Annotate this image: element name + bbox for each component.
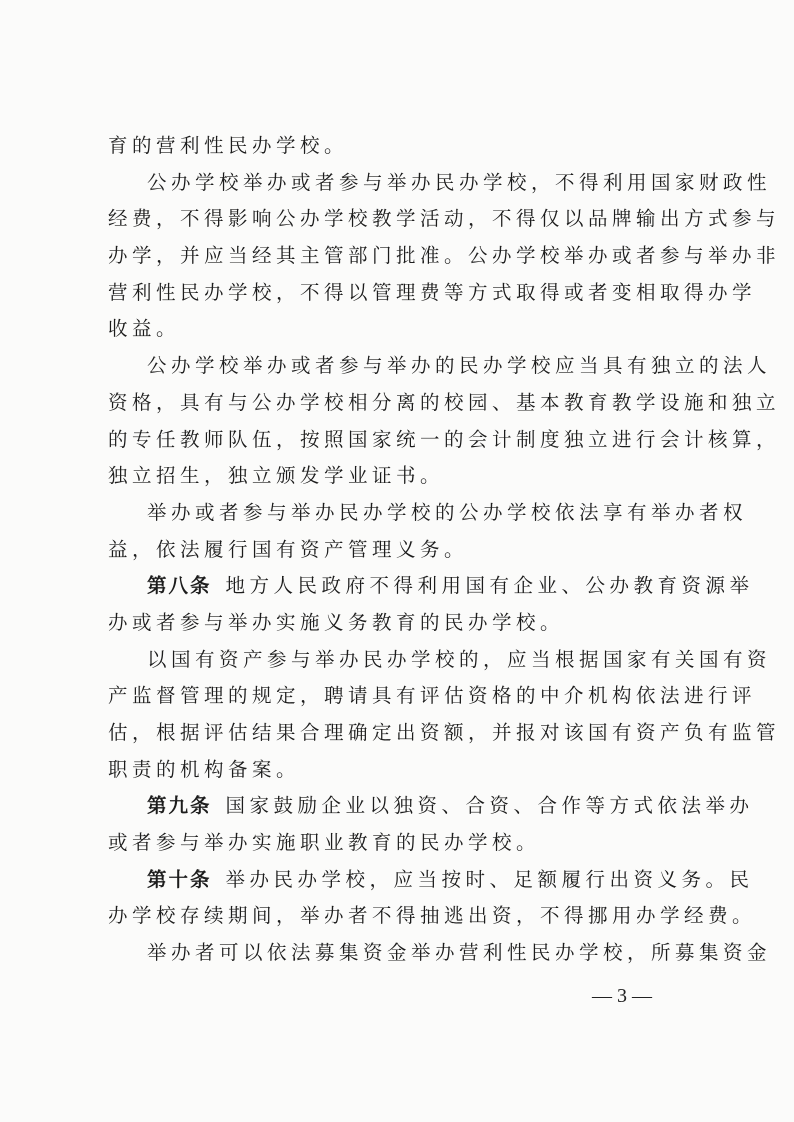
document-line — [108, 128, 668, 165]
line-text: 办学，并应当经其主管部门批准。公办学校举办或者参与举办非 — [108, 244, 781, 268]
document-line — [108, 862, 754, 899]
line-text: 估，根据评估结果合理确定出资额，并报对该国有资产负有监管 — [108, 721, 781, 744]
line-text: 地方人民政府不得利用国有企业、公办教育资源举 — [225, 574, 754, 598]
line-text: 办或者参与举办实施义务教育的民办学校。 — [108, 610, 565, 634]
line-text: 产监督管理的规定，聘请具有评估资格的中介机构依法进行评 — [108, 684, 757, 708]
document-line — [108, 238, 781, 275]
line-text: 或者参与举办实施职业教育的民办学校。 — [108, 831, 541, 855]
document-line — [108, 201, 781, 238]
document-line — [108, 605, 668, 642]
line-text: 以国有资产参与举办民办学校的，应当根据国家有关国有资 — [147, 647, 772, 671]
page-number: — 3 — — [592, 985, 652, 1007]
document-line — [108, 898, 757, 935]
line-text: 办学校存续期间，举办者不得抽逃出资，不得挪用办学经费。 — [108, 904, 757, 928]
document-line — [108, 458, 668, 495]
document-line — [108, 788, 754, 825]
document-line — [108, 311, 668, 348]
document-line — [108, 935, 772, 972]
line-text: 独立招生，独立颁发学业证书。 — [108, 464, 445, 488]
document-body — [108, 128, 781, 972]
document-line — [108, 678, 757, 715]
document-line — [108, 715, 781, 752]
document-line — [108, 275, 757, 312]
line-text: 益，依法履行国有资产管理义务。 — [108, 537, 469, 561]
article-label: 第八条 — [147, 574, 212, 598]
document-line — [108, 825, 668, 862]
document-line — [108, 568, 754, 605]
document-line — [108, 642, 772, 679]
document-line — [108, 532, 668, 569]
line-text: 的专任教师队伍，按照国家统一的会计制度独立进行会计核算， — [108, 427, 781, 451]
line-text: 育的营利性民办学校。 — [108, 134, 349, 157]
document-line — [108, 752, 668, 789]
line-text: 举办民办学校，应当按时、足额履行出资义务。民 — [225, 867, 754, 891]
article-label: 第九条 — [147, 794, 212, 818]
line-text: 公办学校举办或者参与举办民办学校，不得利用国家财政性 — [147, 170, 772, 194]
line-text: 举办或者参与举办民办学校的公办学校依法享有举办者权 — [147, 500, 748, 524]
line-text: 举办者可以依法募集资金举办营利性民办学校，所募集资金 — [147, 941, 772, 965]
document-line — [108, 348, 772, 385]
line-text: 国家鼓励企业以独资、合资、合作等方式依法举办 — [225, 794, 754, 818]
document-line — [108, 385, 781, 422]
line-text: 经费，不得影响公办学校教学活动，不得仅以品牌输出方式参与 — [108, 207, 781, 231]
line-text: 营利性民办学校，不得以管理费等方式取得或者变相取得办学 — [108, 280, 757, 304]
line-text: 资格，具有与公办学校相分离的校园、基本教育教学设施和独立 — [108, 390, 781, 414]
line-text: 收益。 — [108, 317, 181, 341]
line-text: 职责的机构备案。 — [108, 757, 301, 781]
article-label: 第十条 — [147, 867, 212, 891]
line-text: 公办学校举办或者参与举办的民办学校应当具有独立的法人 — [147, 354, 772, 378]
document-line — [108, 495, 748, 532]
document-line — [108, 422, 781, 459]
document-line — [108, 165, 772, 202]
